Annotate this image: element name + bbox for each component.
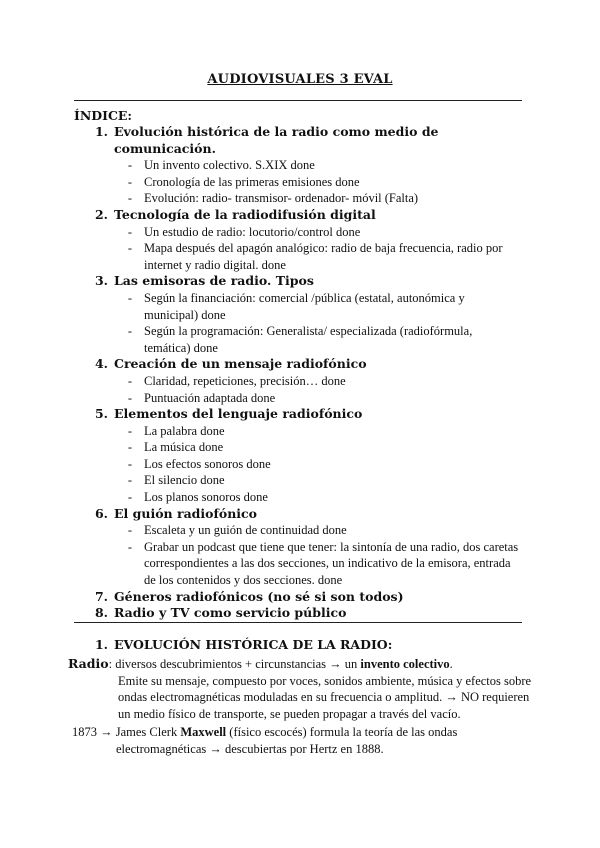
toc-item-text: Los planos sonoros done [144,490,268,505]
toc-section-number: 4. [94,356,108,372]
document-title: AUDIOVISUALES 3 EVAL [207,72,393,87]
toc-item [74,439,534,456]
toc-section-title: Las emisoras de radio. Tipos [114,273,314,289]
toc-item [74,423,534,440]
toc-section-title: Evolución histórica de la radio como medio de comunicación. [114,124,439,156]
toc-item-text: Cronología de las primeras emisiones done [144,174,360,189]
maxwell-post: (físico escocés) formula la teoría de las ondas electromagnéticas → descubiertas por Hertz en 1888. [116,725,458,756]
toc-section [74,406,534,423]
toc-section [74,207,534,224]
radio-def-pre: : diversos descubrimientos + circunstancias → un [108,657,361,671]
toc-section [74,273,534,290]
toc-section-title: Tecnología de la radiodifusión digital [114,206,376,222]
radio-definition [68,656,534,673]
dash-bullet-icon: - [127,290,132,305]
toc-item [74,323,534,356]
toc-item-text: Evolución: radio- transmisor- ordenador- móvil (Falta) [144,191,419,206]
toc-item [74,157,534,174]
dash-bullet-icon: - [127,390,132,405]
toc-item [74,489,534,506]
toc-section-title: Radio y TV como servicio público [114,605,347,621]
toc-item-text: Puntuación adaptada done [144,390,276,405]
index-label: ÍNDICE: [74,108,133,123]
toc-item-text: Claridad, repeticiones, precisión… done [144,373,346,388]
toc-item [74,522,534,539]
toc-item [74,240,534,273]
toc-section-title: Creación de un mensaje radiofónico [114,356,367,372]
section-heading-text: EVOLUCIÓN HISTÓRICA DE LA RADIO: [114,637,393,652]
toc-item-text: La música done [144,440,224,455]
toc-item [74,539,534,589]
dash-bullet-icon: - [127,539,132,554]
maxwell-line [72,724,534,757]
toc-item [74,224,534,241]
toc-item-text: La palabra done [144,423,225,438]
dash-bullet-icon: - [127,158,132,173]
toc-section [74,605,534,622]
radio-def-post: . [449,657,453,671]
section-body [68,656,534,758]
toc-item [74,390,534,407]
toc-section [74,506,534,523]
toc-item-text: El silencio done [144,473,225,488]
toc-item-text: Un invento colectivo. S.XIX done [144,158,315,173]
toc-section-number: 1. [94,124,108,139]
radio-term: Radio [68,656,109,671]
toc-item-text: Según la programación: Generalista/ especializada (radiofórmula, temática) done [144,324,473,355]
toc-section-title: El guión radiofónico [114,505,257,521]
toc-section-number: 6. [94,505,108,521]
dash-bullet-icon: - [127,324,132,339]
toc-item-text: Grabar un podcast que tiene que tener: la sintonía de una radio, dos caretas correspondientes a las dos secciones, un indicativo de la emisora, entrada de los contenidos y dos secciones. done [144,539,519,588]
toc-section [74,589,534,606]
dash-bullet-icon: - [127,224,132,239]
section-number: 1. [94,637,108,652]
dash-bullet-icon: - [127,456,132,471]
toc-item [74,174,534,191]
section-heading [74,637,392,652]
toc-item-text: Escaleta y un guión de continuidad done [144,523,347,538]
toc-section-number: 8. [94,605,108,621]
dash-bullet-icon: - [127,191,132,206]
toc-section-number: 7. [94,588,108,604]
toc-section-number: 5. [94,406,108,422]
dash-bullet-icon: - [127,440,132,455]
toc-item [74,290,534,323]
toc-section-number: 2. [94,206,108,222]
dash-bullet-icon: - [127,373,132,388]
toc-section-title: Elementos del lenguaje radiofónico [114,406,363,422]
dash-bullet-icon: - [127,523,132,538]
toc-item-text: Según la financiación: comercial /pública (estatal, autonómica y municipal) done [144,290,465,322]
toc-item [74,373,534,390]
radio-paragraph: Emite su mensaje, compuesto por voces, sonidos ambiente, música y efectos sobre ondas electromagnéticas moduladas en su frecuencia o amplitud. → NO requieren un medio físico de transporte, se pueden propagar a través del vacío. [118,673,532,721]
toc-section-number: 3. [94,273,108,289]
dash-bullet-icon: - [127,241,132,256]
toc-item [74,190,534,207]
divider-bottom [74,622,522,623]
toc-item [74,456,534,473]
toc-item-text: Mapa después del apagón analógico: radio de baja frecuencia, radio por internet y radio digital. done [144,241,503,272]
toc-item-text: Los efectos sonoros done [144,456,271,471]
toc-section-title: Géneros radiofónicos (no sé si son todos) [114,588,404,604]
toc-section [74,124,534,157]
toc-section [74,356,534,373]
table-of-contents [74,124,534,622]
divider-top [74,100,522,101]
maxwell-bold: Maxwell [180,725,227,740]
toc-item-text: Un estudio de radio: locutorio/control done [144,224,361,239]
maxwell-pre: 1873 → James Clerk [72,725,181,740]
dash-bullet-icon: - [127,490,132,505]
dash-bullet-icon: - [127,423,132,438]
dash-bullet-icon: - [127,473,132,488]
toc-item [74,472,534,489]
dash-bullet-icon: - [127,174,132,189]
radio-def-bold: invento colectivo [360,657,450,671]
